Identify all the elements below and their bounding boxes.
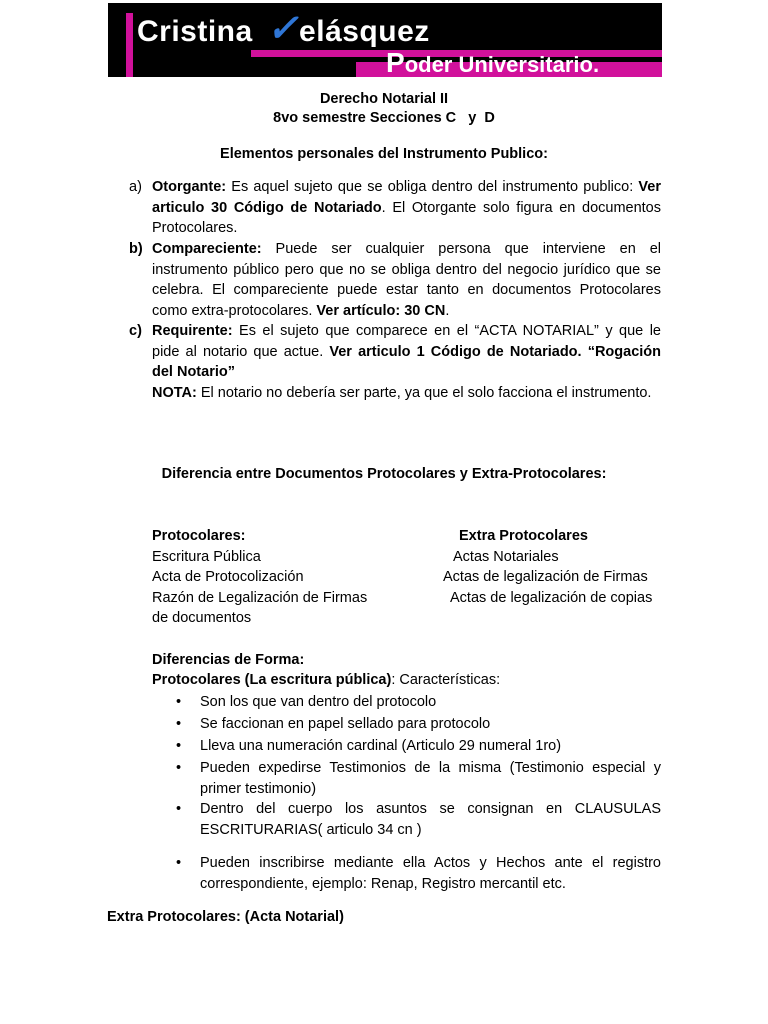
note-text: El notario no debería ser parte, ya que el solo facciona el instrumento. bbox=[196, 384, 652, 401]
bullet-icon: • bbox=[176, 855, 182, 871]
extra-protocolares-item: Actas de legalización de Firmas bbox=[443, 569, 648, 585]
protocolares-item: de documentos bbox=[152, 610, 252, 626]
item-b-text bbox=[152, 239, 661, 321]
protocolares-item: Escritura Pública bbox=[152, 549, 261, 565]
course-title: Derecho Notarial II bbox=[319, 91, 449, 107]
forma-subheading bbox=[152, 670, 500, 691]
banner-name bbox=[137, 8, 430, 50]
bullet-icon: • bbox=[176, 801, 182, 817]
item-b-body: Puede ser cualquier persona que interviene en el instrumento público pero que no se obliga dentro del negocio jurídico que se celebra. El compareciente puede estar tanto en documentos Protocolares como extra-protocolares. bbox=[152, 241, 661, 319]
item-c-body: Es el sujeto que comparece en el “ACTA NOTARIAL” y que le pide al notario que actue. bbox=[152, 323, 661, 360]
course-subtitle: 8vo semestre Secciones C y D bbox=[273, 110, 495, 126]
note-label: NOTA: bbox=[152, 384, 197, 401]
item-c-text bbox=[152, 321, 661, 403]
item-a-body-end: . El Otorgante solo figura en documentos Protocolares. bbox=[152, 199, 661, 237]
item-c-ref: Ver articulo 1 Código de Notariado. “Rogación del Notario” bbox=[152, 343, 662, 381]
item-a-body: Es aquel sujeto que se obliga dentro del instrumento publico: bbox=[226, 179, 639, 195]
item-b-marker: b) bbox=[129, 241, 143, 257]
item-b-body-end: . bbox=[445, 302, 450, 319]
protocolares-header: Protocolares: bbox=[152, 528, 246, 544]
section-heading-differences: Diferencia entre Documentos Protocolares y Extra-Protocolares: bbox=[161, 466, 607, 482]
item-b-ref: Ver artículo: 30 CN bbox=[316, 302, 446, 319]
item-c-term: Requirente: bbox=[152, 323, 233, 339]
extra-protocolares-item: Actas Notariales bbox=[453, 549, 559, 565]
item-a-marker: a) bbox=[129, 179, 142, 195]
slogan-initial: P bbox=[386, 47, 405, 77]
slogan-rest: oder Universitario. bbox=[404, 52, 600, 77]
list-item: Son los que van dentro del protocolo bbox=[200, 694, 437, 710]
forma-heading: Diferencias de Forma: bbox=[152, 652, 305, 668]
list-item: Pueden inscribirse mediante ella Actos y Hechos ante el registro correspondiente, ejemplo: Renap, Registro mercantil etc. bbox=[200, 855, 661, 892]
banner-slogan bbox=[386, 49, 599, 77]
bullet-icon: • bbox=[176, 760, 182, 776]
name-rest: elásquez bbox=[299, 15, 430, 48]
protocolares-item: Acta de Protocolización bbox=[152, 569, 304, 585]
name-first: Cristina bbox=[137, 15, 253, 48]
list-item: Pueden expedirse Testimonios de la misma (Testimonio especial y primer testimonio) bbox=[200, 760, 661, 797]
list-item: Lleva una numeración cardinal (Articulo 29 numeral 1ro) bbox=[200, 738, 562, 754]
forma-subheading-rest: : Características: bbox=[391, 672, 501, 688]
item-a-text bbox=[152, 177, 661, 239]
item-a-term: Otorgante: bbox=[152, 179, 227, 195]
section-heading-elements: Elementos personales del Instrumento Publico: bbox=[220, 146, 548, 162]
item-b-term: Compareciente: bbox=[152, 241, 262, 257]
item-c-marker: c) bbox=[129, 323, 142, 339]
header-banner bbox=[108, 3, 662, 77]
extra-protocolares-header: Extra Protocolares bbox=[459, 528, 588, 544]
bullet-icon: • bbox=[176, 694, 182, 710]
banner-accent-bar bbox=[126, 13, 133, 77]
check-mark-icon: ✓ bbox=[266, 8, 300, 50]
extra-protocolares-heading: Extra Protocolares: (Acta Notarial) bbox=[107, 909, 344, 925]
forma-subheading-bold: Protocolares (La escritura pública) bbox=[152, 672, 392, 688]
list-item: Se faccionan en papel sellado para protocolo bbox=[200, 716, 491, 732]
extra-protocolares-item: Actas de legalización de copias bbox=[450, 590, 653, 606]
bullet-icon: • bbox=[176, 716, 182, 732]
list-item: Dentro del cuerpo los asuntos se consignan en CLAUSULAS ESCRITURARIAS( articulo 34 cn ) bbox=[200, 801, 661, 838]
protocolares-item: Razón de Legalización de Firmas bbox=[152, 590, 368, 606]
item-a-ref: Ver articulo 30 Código de Notariado bbox=[152, 179, 661, 216]
bullet-icon: • bbox=[176, 738, 182, 754]
